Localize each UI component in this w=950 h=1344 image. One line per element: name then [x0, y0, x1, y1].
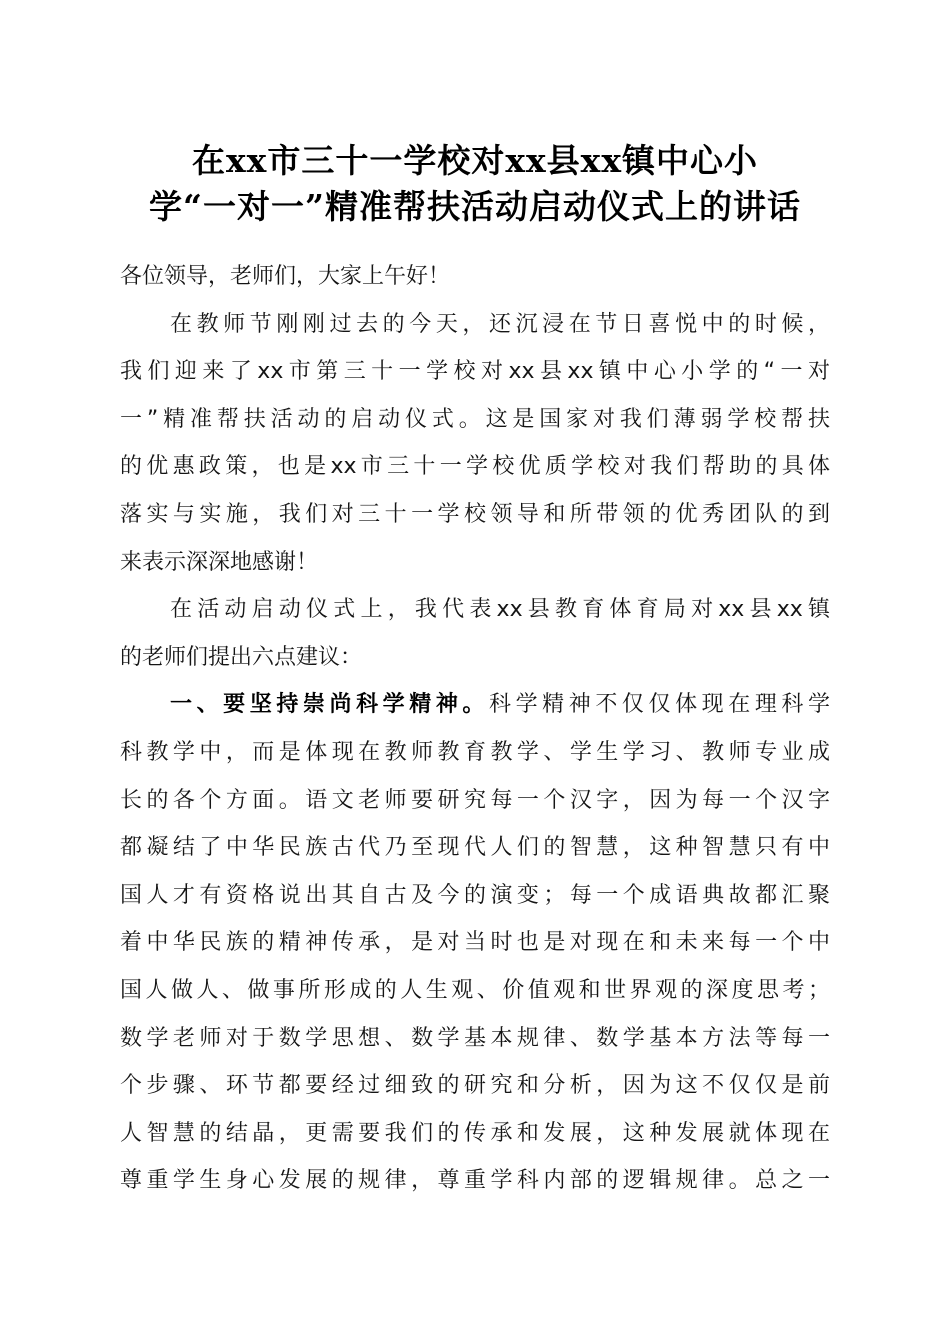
paragraph-line: 都凝结了中华民族古代乃至现代人们的智慧，这种智慧只有中 — [120, 835, 830, 861]
paragraph-line: 落实与实施，我们对三十一学校领导和所带领的优秀团队的到 — [120, 501, 830, 527]
paragraph-line: 来表示深深地感谢！ — [120, 549, 319, 575]
paragraph-line: 在活动启动仪式上，我代表xx县教育体育局对xx县xx镇 — [170, 597, 830, 623]
section-heading: 一、要坚持崇尚科学精神。 — [170, 692, 489, 718]
paragraph-line: 国人做人、做事所形成的人生观、价值观和世界观的深度思考； — [120, 977, 830, 1003]
paragraph-line: 尊重学生身心发展的规律，尊重学科内部的逻辑规律。总之一 — [120, 1168, 830, 1194]
paragraph-line: 数学老师对于数学思想、数学基本规律、数学基本方法等每一 — [120, 1025, 830, 1051]
paragraph-line: 长的各个方面。语文老师要研究每一个汉字，因为每一个汉字 — [120, 787, 830, 813]
paragraph-line: 人智慧的结晶，更需要我们的传承和发展，这种发展就体现在 — [120, 1120, 830, 1146]
document-title — [100, 138, 850, 230]
section-first-line-text: 科学精神不仅仅体现在理科学 — [489, 692, 830, 718]
paragraph-line: 国人才有资格说出其自古及今的演变；每一个成语典故都汇聚 — [120, 882, 830, 908]
document-body — [120, 253, 830, 1205]
paragraph-line: 一”精准帮扶活动的启动仪式。这是国家对我们薄弱学校帮扶 — [120, 406, 830, 432]
section-1 — [120, 681, 830, 1205]
paragraph-line: 的老师们提出六点建议： — [120, 644, 363, 670]
paragraph-line: 个步骤、环节都要经过细致的研究和分析，因为这不仅仅是前 — [120, 1073, 830, 1099]
paragraph-line: 科教学中，而是体现在教师教育教学、学生学习、教师专业成 — [120, 739, 830, 765]
paragraph-line: 着中华民族的精神传承，是对当时也是对现在和未来每一个中 — [120, 930, 830, 956]
paragraph-2 — [120, 586, 830, 681]
paragraph-1 — [120, 301, 830, 587]
title-line-2: 学“一对一”精准帮扶活动启动仪式上的讲话 — [149, 187, 801, 226]
paragraph-line: 我们迎来了xx市第三十一学校对xx县xx镇中心小学的“一对 — [120, 359, 830, 385]
greeting: 各位领导，老师们，大家上午好！ — [120, 264, 451, 289]
section-1-first-line — [120, 681, 830, 729]
paragraph-line: 在教师节刚刚过去的今天，还沉浸在节日喜悦中的时候， — [170, 311, 830, 337]
paragraph-line: 的优惠政策，也是xx市三十一学校优质学校对我们帮助的具体 — [120, 454, 830, 480]
title-line-1: 在xx市三十一学校对xx县xx镇中心小 — [191, 141, 759, 180]
